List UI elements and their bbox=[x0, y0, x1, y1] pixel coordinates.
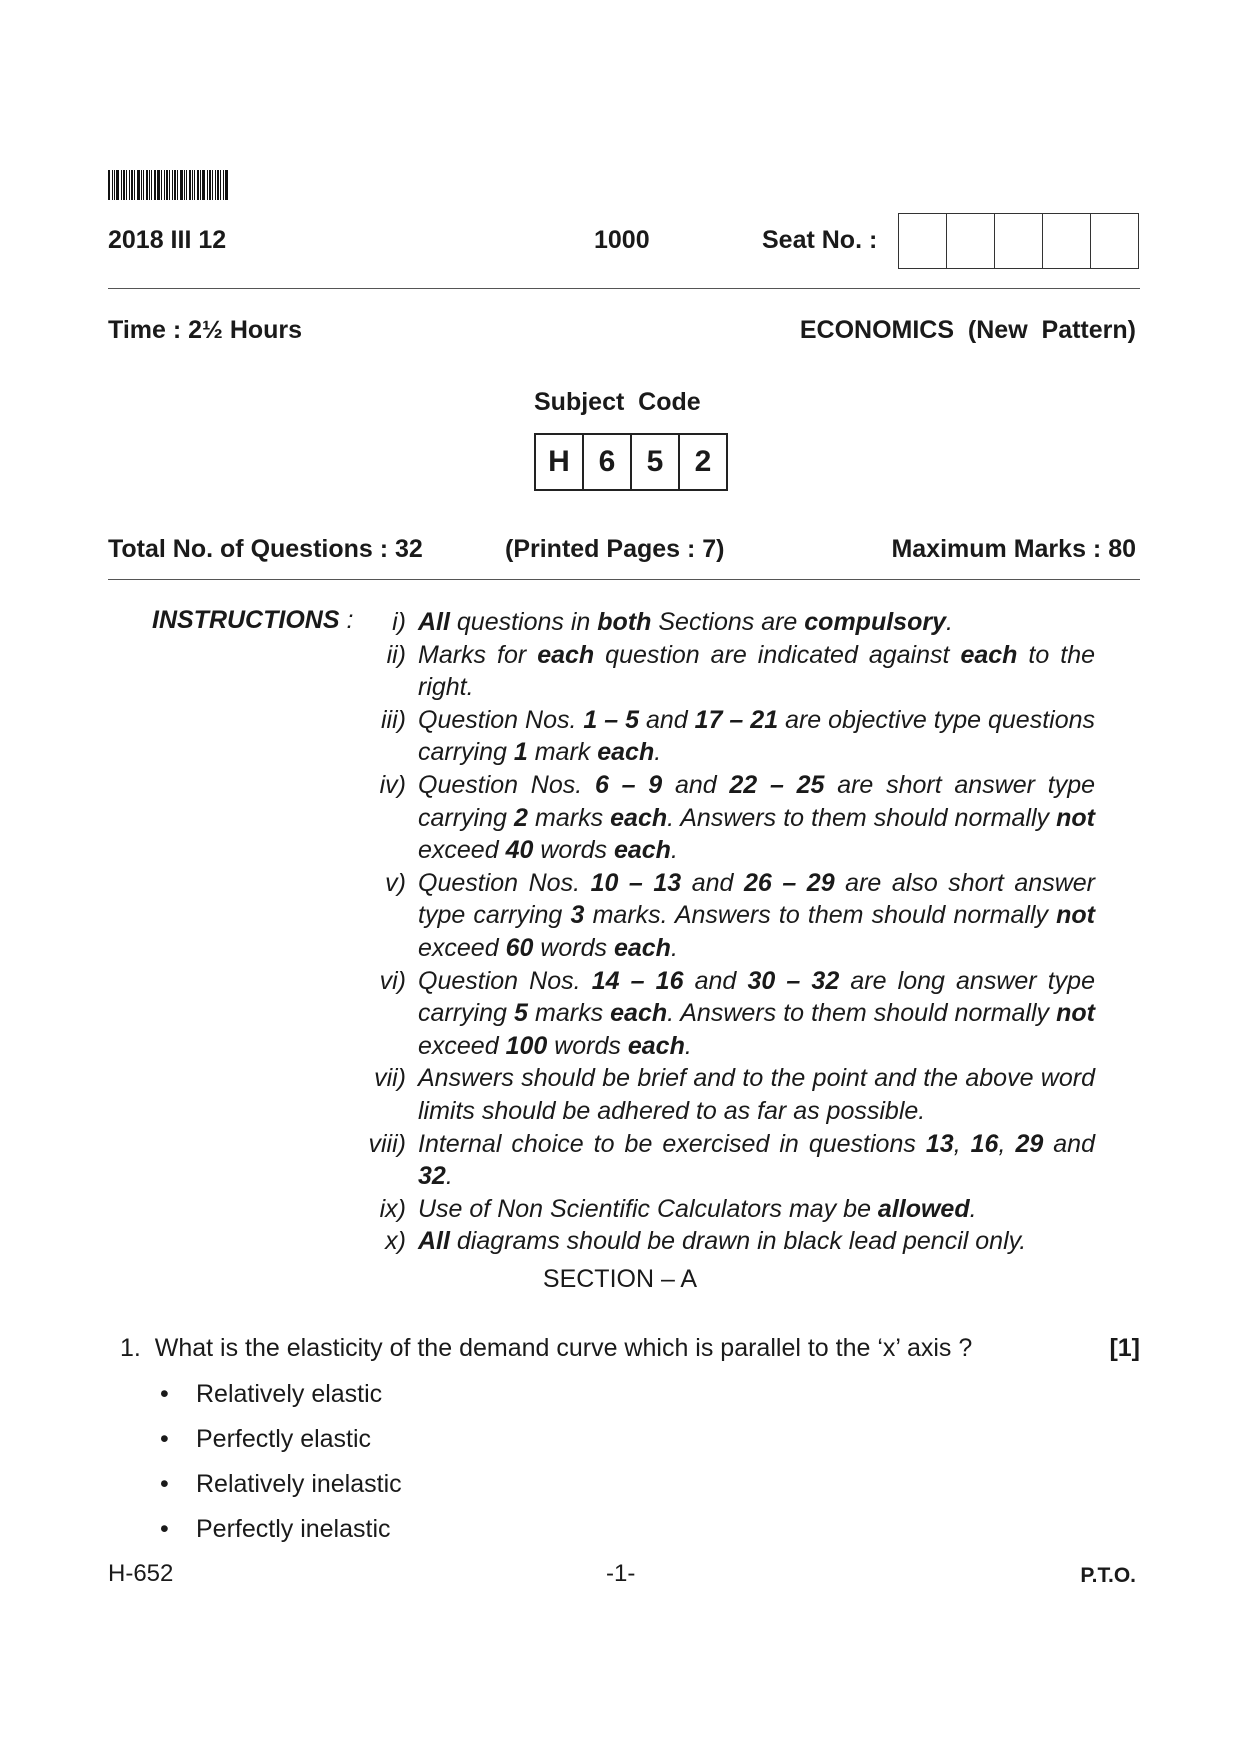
section-title: SECTION – A bbox=[542, 1265, 698, 1293]
instruction-number: vii) bbox=[374, 1064, 406, 1093]
seat-number-boxes[interactable] bbox=[898, 213, 1139, 269]
instruction-item bbox=[360, 867, 1095, 965]
instruction-item bbox=[360, 1193, 1095, 1226]
seat-label: Seat No. : bbox=[762, 226, 878, 254]
instruction-text: Question Nos. 14 – 16 and 30 – 32 are long answer type carrying 5 marks each. Answers to them should normally not exceed 100 words each. bbox=[418, 966, 1095, 1060]
instruction-number: i) bbox=[392, 608, 406, 636]
instruction-item bbox=[360, 606, 1095, 639]
subject-title: ECONOMICS (New Pattern) bbox=[799, 316, 1136, 344]
question-1-options bbox=[160, 1380, 402, 1560]
printed-pages: (Printed Pages : 7) bbox=[505, 535, 725, 563]
question-marks: [1] bbox=[1109, 1334, 1140, 1362]
instruction-item bbox=[360, 965, 1095, 1063]
seat-box[interactable] bbox=[899, 214, 947, 268]
option-item: • Relatively elastic bbox=[160, 1380, 402, 1425]
divider bbox=[108, 288, 1140, 289]
subject-code-label: Subject Code bbox=[534, 388, 701, 416]
instruction-text: Internal choice to be exercised in questions 13, 16, 29 and 32. bbox=[418, 1129, 1095, 1191]
question-text: What is the elasticity of the demand curve which is parallel to the ‘x’ axis ? bbox=[154, 1334, 973, 1362]
instruction-text: Question Nos. 10 – 13 and 26 – 29 are also short answer type carrying 3 marks. Answers to them should normally not exceed 60 words each. bbox=[418, 868, 1095, 962]
instruction-number: vi) bbox=[379, 966, 406, 995]
instruction-item bbox=[360, 769, 1095, 867]
maximum-marks: Maximum Marks : 80 bbox=[891, 535, 1136, 563]
instruction-text: Answers should be brief and to the point and the above word limits should be adhered to as far as possible. bbox=[418, 1064, 1095, 1125]
instruction-item bbox=[360, 1062, 1095, 1127]
code-char: H bbox=[536, 435, 584, 489]
instructions-list bbox=[360, 606, 1095, 1258]
instruction-item bbox=[360, 639, 1095, 704]
seat-box[interactable] bbox=[1043, 214, 1091, 268]
code-char: 2 bbox=[694, 445, 712, 478]
subject-code-boxes bbox=[534, 433, 728, 491]
instruction-text: All diagrams should be drawn in black lead pencil only. bbox=[418, 1227, 1027, 1256]
instruction-item bbox=[360, 1225, 1095, 1258]
instruction-text: All questions in both Sections are compulsory. bbox=[418, 608, 953, 636]
option-item: • Perfectly inelastic bbox=[160, 1515, 402, 1560]
time-allowed: Time : 2½ Hours bbox=[108, 316, 303, 344]
instruction-item bbox=[360, 1128, 1095, 1193]
instruction-text: Marks for each question are indicated against each to the right. bbox=[418, 640, 1096, 702]
total-questions: Total No. of Questions : 32 bbox=[108, 535, 423, 563]
code-char: 5 bbox=[632, 435, 680, 489]
divider bbox=[108, 579, 1140, 580]
instruction-item bbox=[360, 704, 1095, 769]
option-item: • Relatively inelastic bbox=[160, 1470, 402, 1515]
seat-box[interactable] bbox=[995, 214, 1043, 268]
instruction-number: ii) bbox=[386, 640, 406, 669]
option-item: • Perfectly elastic bbox=[160, 1425, 402, 1470]
instruction-number: ix) bbox=[379, 1194, 406, 1223]
footer-pto: P.T.O. bbox=[1080, 1564, 1136, 1587]
copies-count: 1000 bbox=[594, 226, 650, 254]
instruction-text: Question Nos. 6 – 9 and 22 – 25 are short answer type carrying 2 marks each. Answers to them should normally not exceed 40 words each. bbox=[418, 770, 1095, 865]
instructions-heading: INSTRUCTIONS : bbox=[152, 606, 354, 634]
code-char: 6 bbox=[584, 435, 632, 489]
footer-page-number: -1- bbox=[606, 1560, 636, 1587]
seat-box[interactable] bbox=[1091, 214, 1138, 268]
question-number: 1. bbox=[120, 1334, 141, 1362]
instruction-text: Question Nos. 1 – 5 and 17 – 21 are objective type questions carrying 1 mark each. bbox=[418, 705, 1096, 767]
instruction-number: x) bbox=[385, 1227, 406, 1256]
footer-paper-code: H-652 bbox=[108, 1560, 174, 1587]
barcode bbox=[108, 170, 248, 200]
instruction-number: iii) bbox=[381, 705, 406, 734]
seat-box[interactable] bbox=[947, 214, 995, 268]
exam-code: 2018 III 12 bbox=[108, 226, 227, 254]
instruction-number: viii) bbox=[368, 1129, 406, 1158]
instruction-number: v) bbox=[385, 868, 406, 897]
instruction-text: Use of Non Scientific Calculators may be allowed. bbox=[418, 1194, 977, 1223]
question-1 bbox=[120, 1334, 1140, 1363]
instruction-number: iv) bbox=[379, 770, 406, 799]
